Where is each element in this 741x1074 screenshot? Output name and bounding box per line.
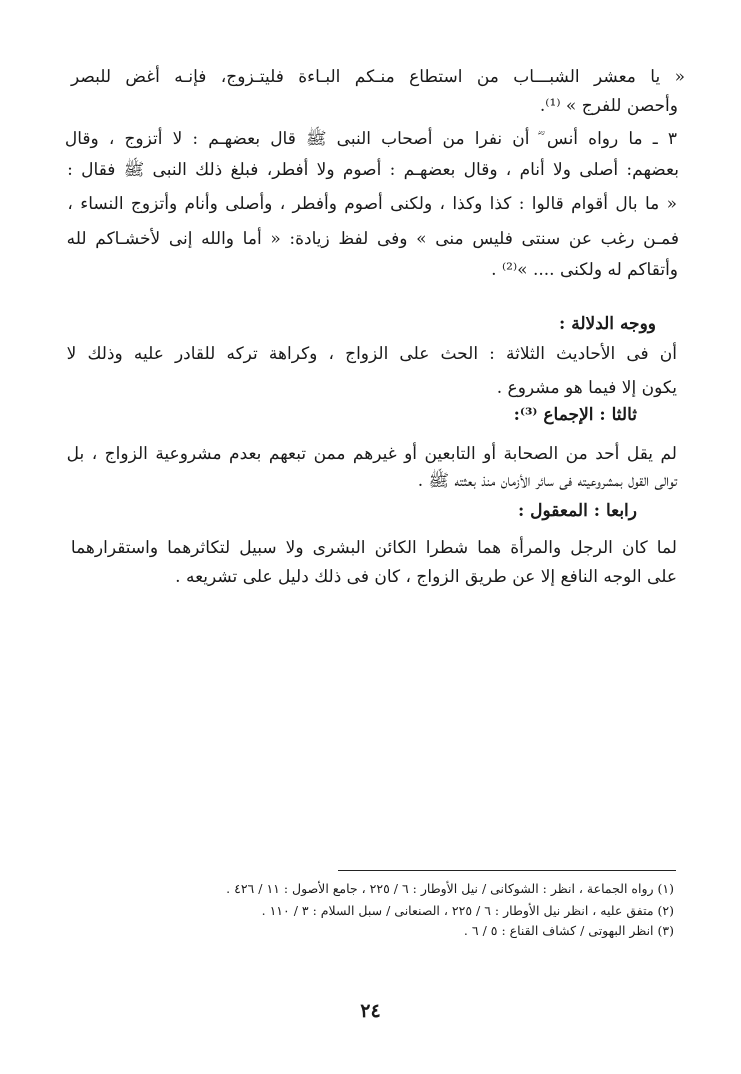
wajh-line1: أن فى الأحاديث الثلاثة : الحث على الزواج ، وكراهة تركه للقادر عليه وذلك لا xyxy=(66,344,677,364)
hadith1-line1: « يا معشر الشبـــاب من استطاع منـكم البـاءة فليتـزوج، فإنـه أغض للبصر xyxy=(70,67,685,87)
footnote-divider xyxy=(338,870,676,871)
page-number: ٢٤ xyxy=(360,1000,381,1022)
rabian-heading: رابعا : المعقول : xyxy=(517,501,637,521)
thalithan-line2: توالى القول بمشروعيته فى سائر الأزمان منذ بعثته ﷺ . xyxy=(417,471,677,491)
thalithan-heading: ثالثا : الإجماع ⁽³⁾: xyxy=(513,405,637,425)
hadith2-line2: بعضهم: أصلى ولا أنام ، وقال بعضهـم : أصوم ولا أفطر، فبلغ ذلك النبى ﷺ فقال : xyxy=(67,160,679,180)
hadith2-line1: ٣ ـ ما رواه أنس ؓ أن نفرا من أصحاب النبى ﷺ قال بعضهـم : لا أتزوج ، وقال xyxy=(64,129,677,149)
footnote-3: (٣) انظر البهوتى / كشاف القناع : ٥ / ٦ . xyxy=(463,923,674,938)
hadith2-line5: وأتقاكم له ولكنى .... »⁽²⁾ . xyxy=(491,260,678,280)
footnote-2: (٢) متفق عليه ، انظر نيل الأوطار : ٦ / ٢٢٥ ، الصنعانى / سبل السلام : ٣ / ١١٠ . xyxy=(261,903,674,918)
hadith2-line4: فمـن رغب عن سنتى فليس منى » وفى لفظ زيادة: « أما والله إنى لأخشـاكم لله xyxy=(66,229,679,249)
wajh-heading: ووجه الدلالة : xyxy=(559,314,656,334)
hadith2-line3: « ما بال أقوام قالوا : كذا وكذا ، ولكنى أصوم وأفطر ، وأصلى وأنام وأتزوج النساء ، xyxy=(67,194,677,214)
thalithan-line1: لم يقل أحد من الصحابة أو التابعين أو غيرهم ممن تبعهم بعدم مشروعية الزواج ، بل xyxy=(66,444,677,464)
wajh-line2: يكون إلا فيما هو مشروع . xyxy=(496,378,677,398)
rabian-line1: لما كان الرجل والمرأة هما شطرا الكائن البشرى ولا سبيل لتكاثرهما واستقرارهما xyxy=(70,538,677,558)
hadith1-line2: وأحصن للفرج » ⁽¹⁾. xyxy=(539,96,678,116)
rabian-line2: على الوجه النافع إلا عن طريق الزواج ، كان فى ذلك دليل على تشريعه . xyxy=(175,567,677,587)
footnote-1: (١) رواه الجماعة ، انظر : الشوكانى / نيل الأوطار : ٦ / ٢٢٥ ، جامع الأصول : ١١ / ٤٢٦ . xyxy=(226,881,674,896)
